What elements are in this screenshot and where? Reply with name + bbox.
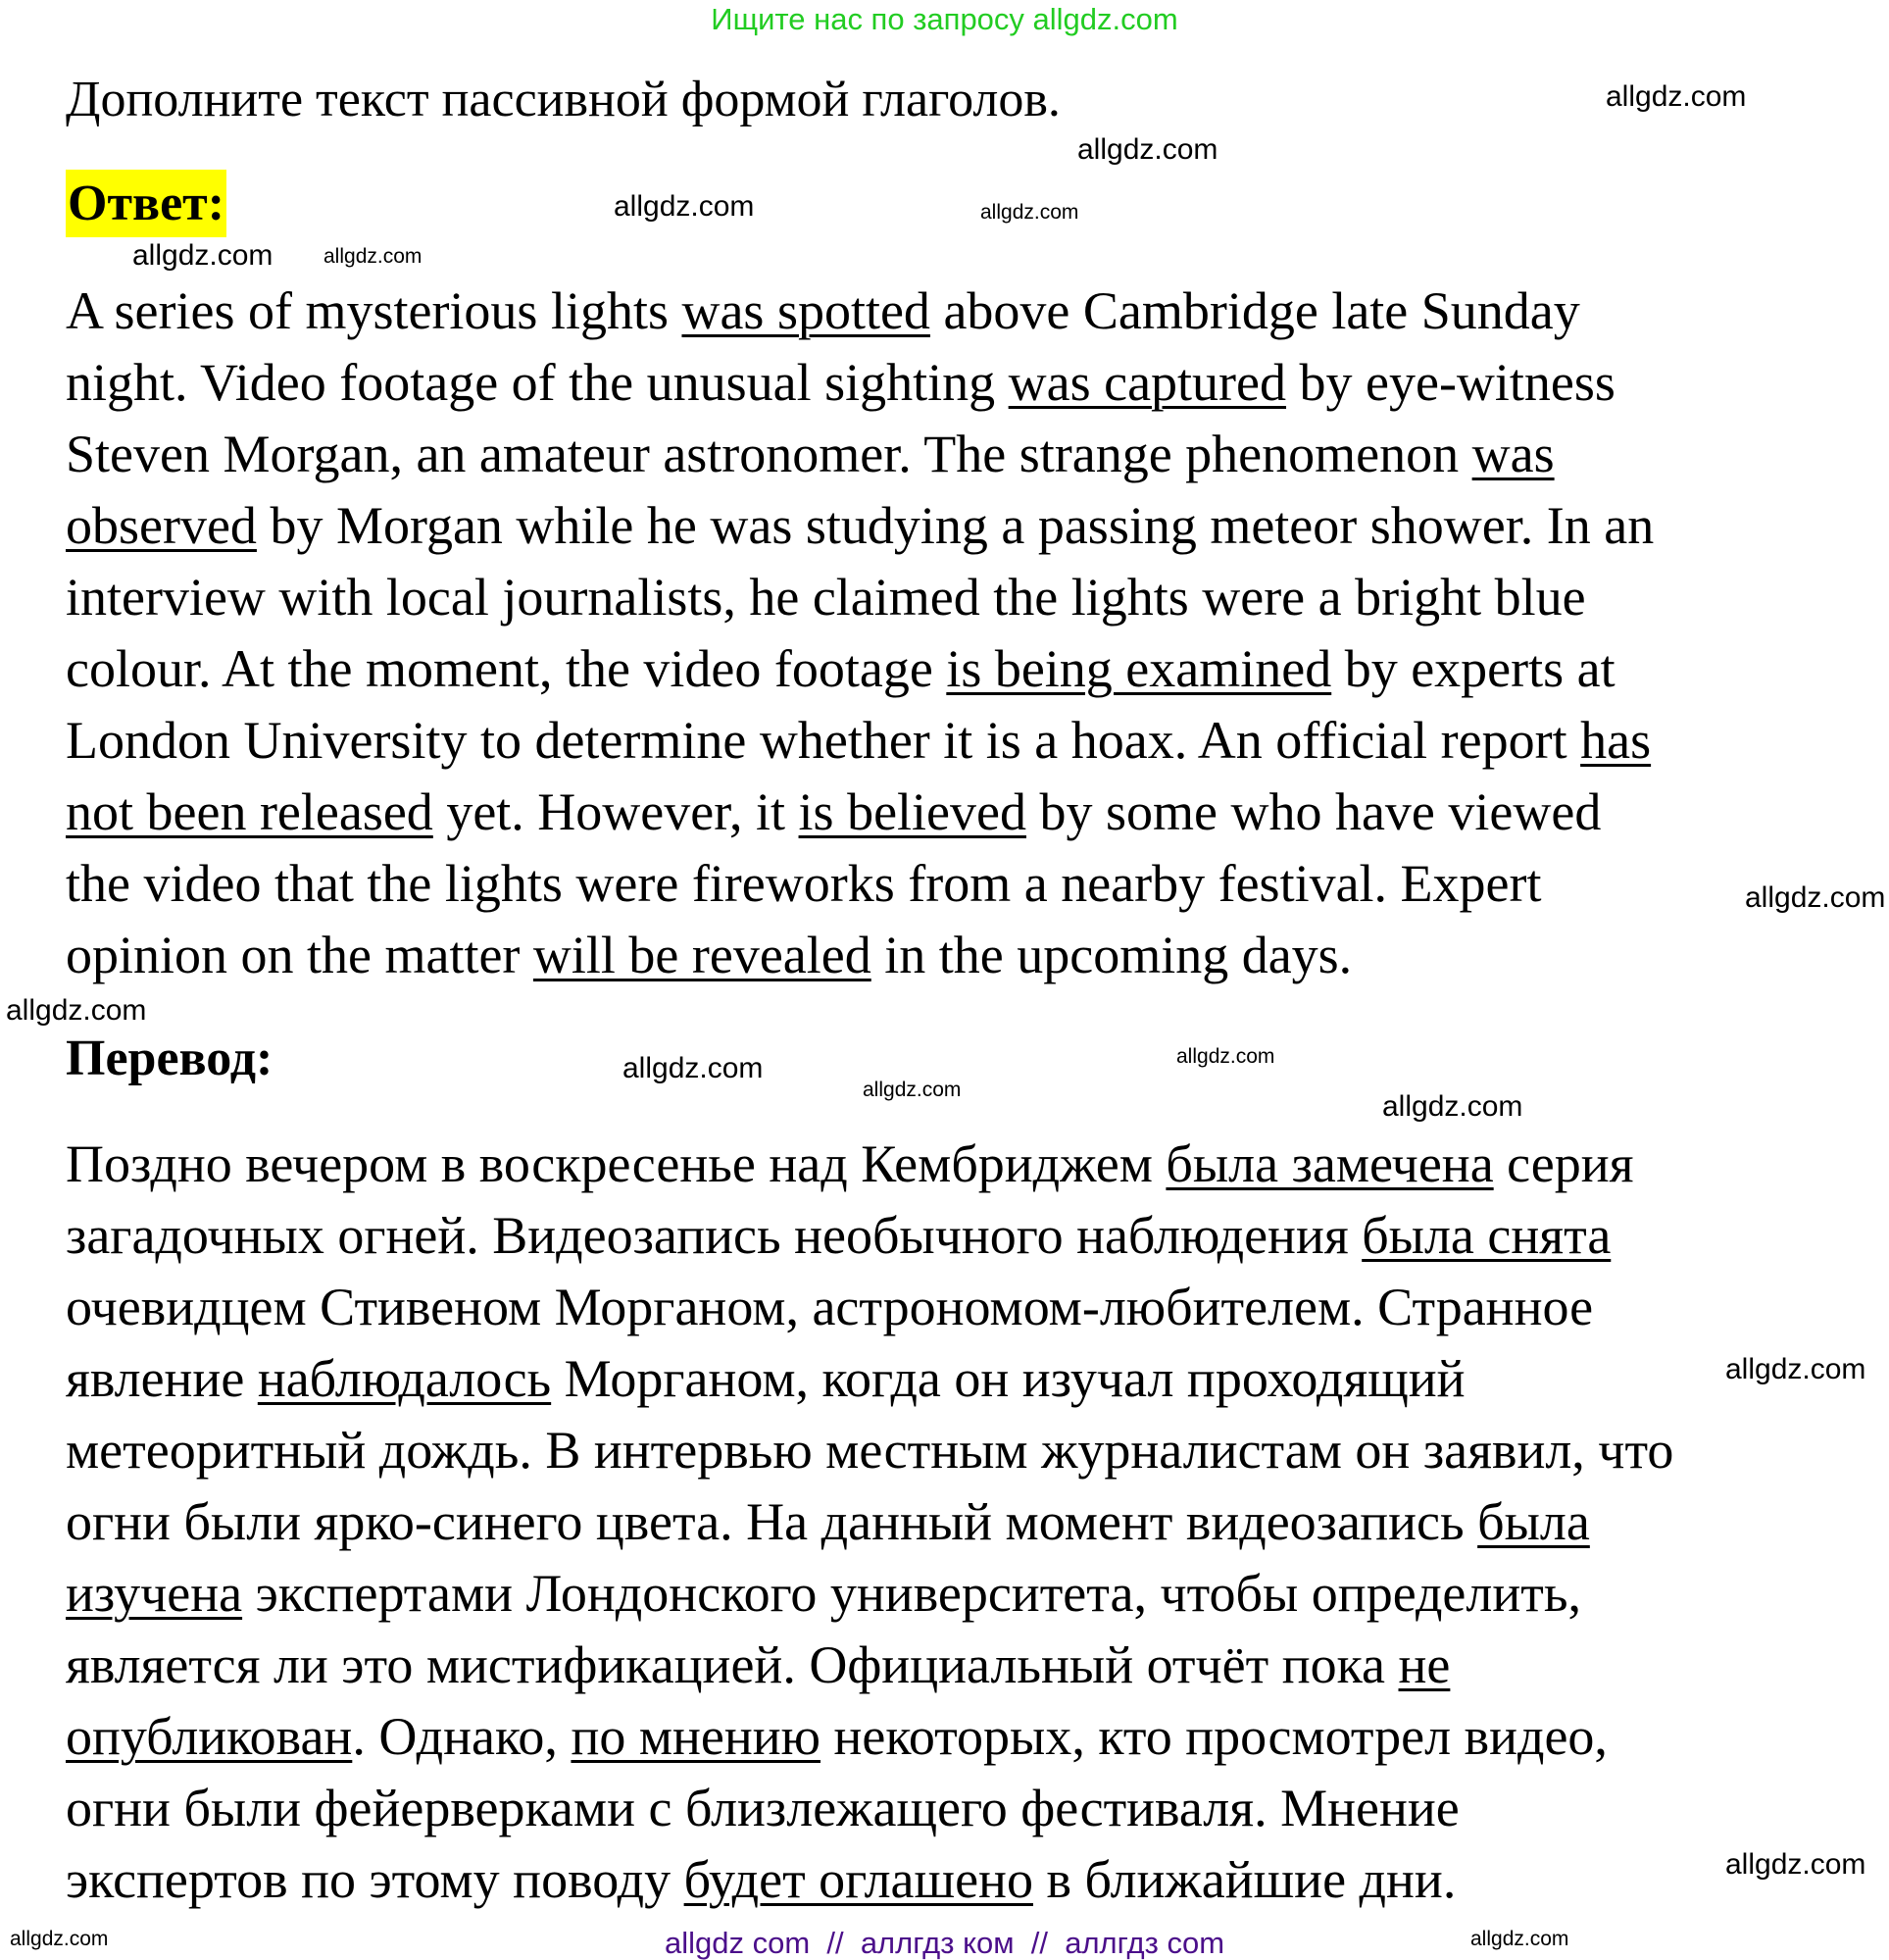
watermark: allgdz.com bbox=[1470, 1928, 1569, 1950]
watermark: allgdz.com bbox=[980, 201, 1079, 224]
watermark: allgdz.com bbox=[6, 994, 147, 1027]
text-segment: Поздно вечером в воскресенье над Кембриджем bbox=[66, 1134, 1167, 1193]
text-segment: by experts at bbox=[1331, 639, 1616, 698]
text-line bbox=[66, 1272, 1673, 1343]
search-banner: Ищите нас по запросу allgdz.com bbox=[711, 2, 1178, 36]
text-line bbox=[66, 1486, 1673, 1558]
passive-verb-form: не bbox=[1398, 1635, 1451, 1694]
text-line bbox=[66, 848, 1654, 920]
watermark: allgdz.com bbox=[1606, 80, 1747, 113]
text-segment: является ли это мистификацией. Официальный отчёт пока bbox=[66, 1635, 1399, 1694]
passive-verb-form: изучена bbox=[66, 1564, 243, 1623]
text-line bbox=[66, 562, 1654, 633]
text-segment: above Cambridge late Sunday bbox=[929, 281, 1580, 340]
passive-verb-form: будет оглашено bbox=[683, 1850, 1033, 1909]
passive-verb-form: has bbox=[1580, 711, 1652, 770]
text-segment: opinion on the matter bbox=[66, 926, 533, 984]
passive-verb-form: is believed bbox=[798, 782, 1026, 841]
passive-verb-form: is being examined bbox=[946, 639, 1332, 698]
text-segment: . Однако, bbox=[352, 1707, 572, 1766]
text-line bbox=[66, 705, 1654, 777]
text-segment: interview with local journalists, he claimed the lights were a bright blue bbox=[66, 568, 1586, 627]
text-segment: colour. At the moment, the video footage bbox=[66, 639, 947, 698]
passive-verb-form: по мнению bbox=[571, 1707, 821, 1766]
watermark: allgdz.com bbox=[132, 239, 273, 272]
text-segment: in the upcoming days. bbox=[870, 926, 1353, 984]
text-segment: night. Video footage of the unusual sighting bbox=[66, 353, 1009, 412]
text-line bbox=[66, 1844, 1673, 1916]
text-line bbox=[66, 1773, 1673, 1844]
text-segment: очевидцем Стивеном Морганом, астрономом-любителем. Странное bbox=[66, 1278, 1594, 1336]
watermark: allgdz.com bbox=[1077, 133, 1218, 166]
passive-verb-form: наблюдалось bbox=[257, 1349, 552, 1408]
watermark: allgdz.com bbox=[1725, 1848, 1866, 1881]
passive-verb-form: была bbox=[1477, 1492, 1590, 1551]
footer-watermark: allgdz com // аллгдз ком // аллгдз com bbox=[664, 1926, 1225, 1960]
text-segment: некоторых, кто просмотрел видео, bbox=[820, 1707, 1608, 1766]
text-line bbox=[66, 1343, 1673, 1415]
passive-verb-form: will be revealed bbox=[532, 926, 871, 984]
watermark: allgdz.com bbox=[614, 190, 755, 223]
text-line bbox=[66, 1415, 1673, 1486]
text-segment: by eye-witness bbox=[1286, 353, 1616, 412]
text-segment: серия bbox=[1493, 1134, 1634, 1193]
watermark: allgdz.com bbox=[1176, 1045, 1275, 1068]
text-line bbox=[66, 1558, 1673, 1630]
text-segment: by some who have viewed bbox=[1025, 782, 1602, 841]
watermark: allgdz.com bbox=[1725, 1353, 1866, 1385]
answer-label: Ответ: bbox=[66, 170, 226, 237]
text-segment: экспертов по этому поводу bbox=[66, 1850, 684, 1909]
text-segment: экспертами Лондонского университета, чтобы определить, bbox=[242, 1564, 1581, 1623]
text-line bbox=[66, 1200, 1673, 1272]
passive-verb-form: not been released bbox=[66, 782, 433, 841]
passive-verb-form: была снята bbox=[1362, 1206, 1612, 1265]
watermark: allgdz.com bbox=[863, 1079, 962, 1101]
text-line bbox=[66, 419, 1654, 490]
text-segment: A series of mysterious lights bbox=[66, 281, 682, 340]
text-line bbox=[66, 633, 1654, 705]
passive-verb-form: was spotted bbox=[681, 281, 930, 340]
watermark: allgdz.com bbox=[622, 1052, 764, 1084]
english-answer-text bbox=[66, 276, 1654, 991]
russian-translation-text bbox=[66, 1129, 1673, 1916]
text-line bbox=[66, 347, 1654, 419]
watermark: allgdz.com bbox=[323, 245, 423, 268]
passive-verb-form: опубликован bbox=[66, 1707, 353, 1766]
passive-verb-form: was bbox=[1471, 425, 1555, 483]
text-segment: явление bbox=[66, 1349, 258, 1408]
text-segment: Steven Morgan, an amateur astronomer. The strange phenomenon bbox=[66, 425, 1472, 483]
passive-verb-form: was captured bbox=[1008, 353, 1287, 412]
text-segment: Морганом, когда он изучал проходящий bbox=[551, 1349, 1466, 1408]
text-line bbox=[66, 490, 1654, 562]
watermark: allgdz.com bbox=[10, 1928, 109, 1950]
text-segment: London University to determine whether it is a hoax. An official report bbox=[66, 711, 1581, 770]
watermark: allgdz.com bbox=[1382, 1090, 1523, 1123]
text-line bbox=[66, 1701, 1673, 1773]
text-segment: огни были фейерверками с близлежащего фестиваля. Мнение bbox=[66, 1779, 1460, 1837]
passive-verb-form: observed bbox=[66, 496, 257, 555]
text-segment: yet. However, it bbox=[432, 782, 799, 841]
text-line bbox=[66, 920, 1654, 991]
translation-label: Перевод: bbox=[66, 1030, 273, 1086]
text-line bbox=[66, 777, 1654, 848]
text-line bbox=[66, 1630, 1673, 1701]
text-segment: огни были ярко-синего цвета. На данный момент видеозапись bbox=[66, 1492, 1478, 1551]
watermark: allgdz.com bbox=[1745, 881, 1886, 914]
text-line bbox=[66, 1129, 1673, 1200]
text-line bbox=[66, 276, 1654, 347]
passive-verb-form: была замечена bbox=[1166, 1134, 1494, 1193]
text-segment: загадочных огней. Видеозапись необычного наблюдения bbox=[66, 1206, 1363, 1265]
text-segment: метеоритный дождь. В интервью местным журналистам он заявил, что bbox=[66, 1421, 1674, 1480]
text-segment: в ближайшие дни. bbox=[1032, 1850, 1457, 1909]
text-segment: by Morgan while he was studying a passing meteor shower. In an bbox=[256, 496, 1655, 555]
exercise-title: Дополните текст пассивной формой глаголов. bbox=[66, 72, 1061, 127]
text-segment: the video that the lights were fireworks from a nearby festival. Expert bbox=[66, 854, 1542, 913]
